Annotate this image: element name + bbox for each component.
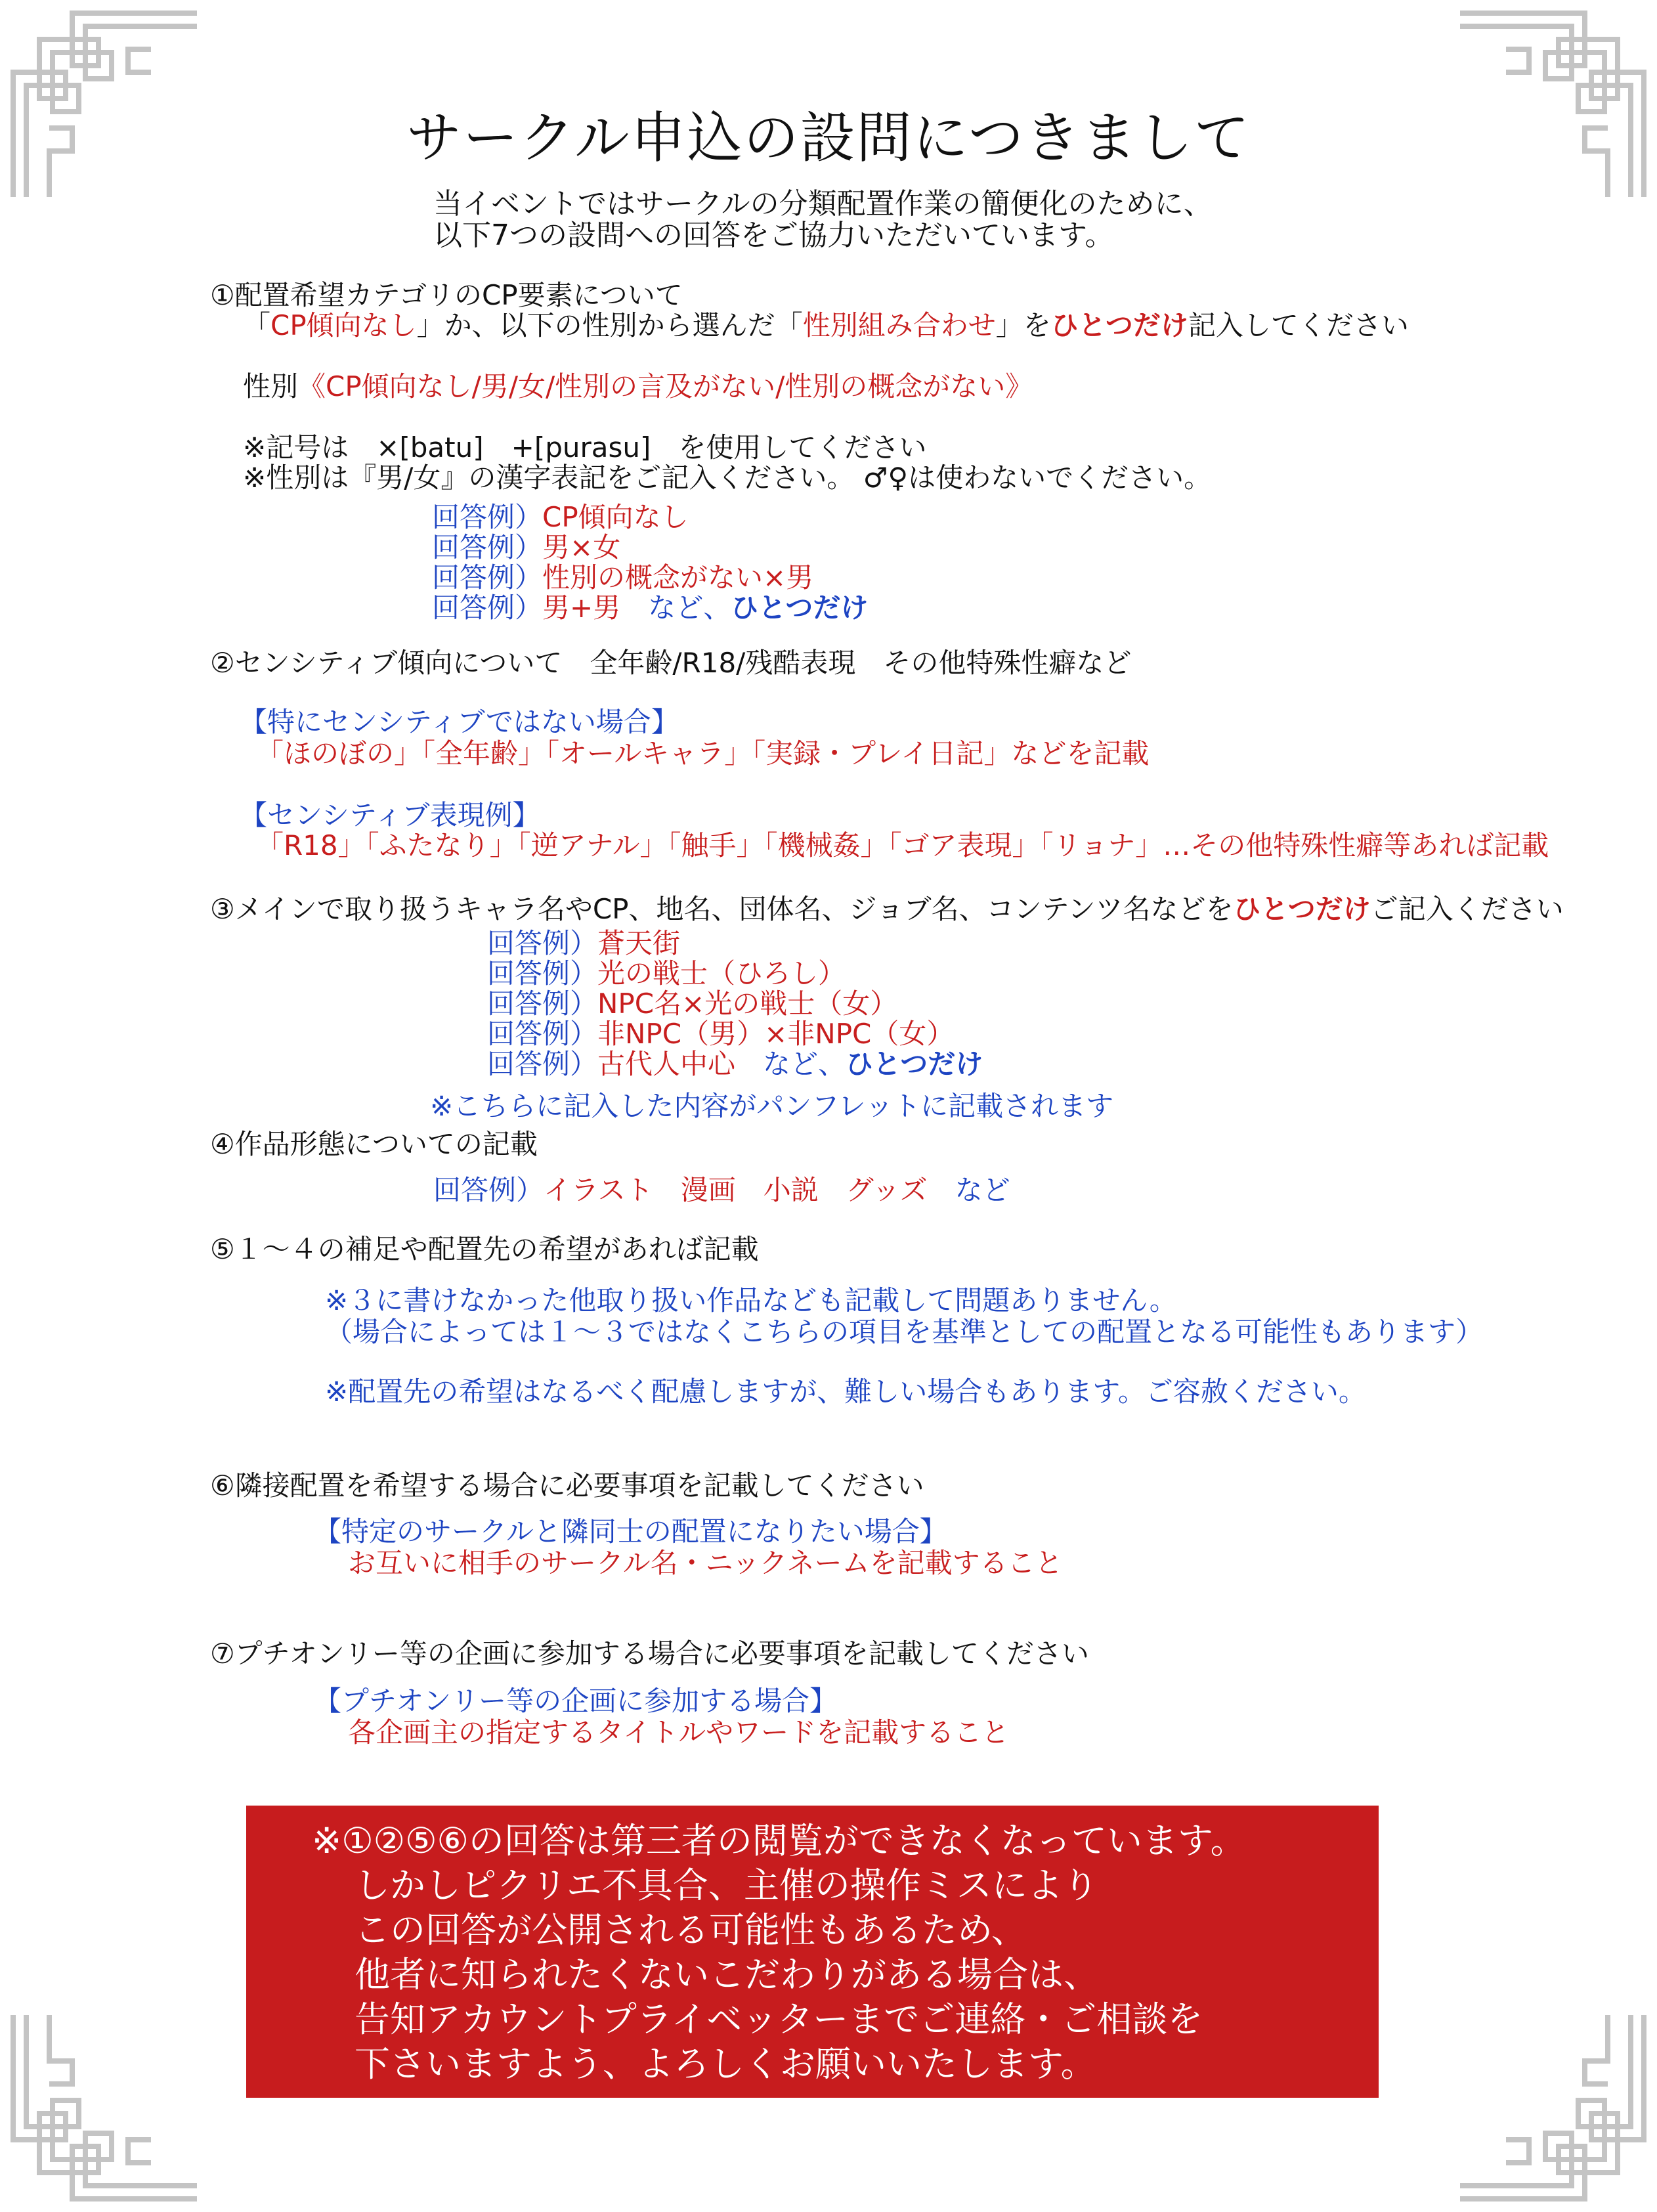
example-value: イラスト 漫画 小説 グッズ [544, 1174, 928, 1206]
example-value: 男+男 [542, 592, 621, 624]
q1-instruction-part: 記入してください [1188, 309, 1409, 341]
example-value: NPC名×光の戦士（女） [597, 987, 898, 1020]
q3-only-one: ひとつだけ [1233, 893, 1371, 925]
example-value: 蒼天街 [597, 927, 681, 959]
q1-gender-label: 性別 [243, 370, 299, 402]
q1-heading: ①配置希望カテゴリのCP要素について [210, 279, 683, 311]
example-value: CP傾向なし [542, 501, 689, 533]
q1-only-one: ひとつだけ [1050, 309, 1188, 341]
q3-example [487, 957, 846, 990]
q5-heading: ⑤１～４の補足や配置先の希望があれば記載 [210, 1233, 759, 1265]
q1-gender-combo: 性別組み合わせ [802, 309, 996, 341]
example-suffix: など、 [620, 592, 731, 624]
example-prefix: 回答例） [432, 531, 543, 563]
q1-instruction [243, 309, 1409, 342]
q7-sub-body: 各企画主の指定するタイトルやワードを記載すること [348, 1716, 1010, 1748]
notice-line: 告知アカウントプライベッターまでご連絡・ご相談を [355, 1999, 1203, 2040]
q1-example [432, 561, 813, 594]
example-prefix: 回答例） [433, 1174, 544, 1206]
q1-example [432, 501, 689, 534]
example-value: 古代人中心 [597, 1048, 736, 1080]
notice-line: しかしピクリエ不具合、主催の操作ミスにより [355, 1865, 1098, 1906]
q1-instruction-part: 「 [243, 309, 271, 341]
q2-sensitive-heading: 【センシティブ表現例】 [240, 799, 540, 831]
example-prefix: 回答例） [487, 987, 598, 1020]
q3-example [487, 1018, 954, 1051]
q1-gender-options: 《CP傾向なし/男/女/性別の言及がない/性別の概念がない》 [298, 370, 1033, 402]
notice-line: ※①②⑤⑥の回答は第三者の閲覧ができなくなっています。 [312, 1820, 1246, 1861]
example-prefix: 回答例） [487, 1018, 598, 1050]
q1-instruction-part: 」か、以下の性別から選んだ「 [416, 309, 803, 341]
q5-note-1: ※３に書けなかった他取り扱い作品なども記載して問題ありません。 [325, 1284, 1177, 1316]
q1-note-kanji: ※性別は『男/女』の漢字表記をご記入ください。 ♂♀は使わないでください。 [243, 462, 1212, 494]
intro-line-1: 当イベントではサークルの分類配置作業の簡便化のために、 [433, 187, 1213, 221]
notice-line: 他者に知られたくないこだわりがある場合は、 [355, 1954, 1099, 1995]
example-prefix: 回答例） [432, 561, 543, 594]
example-prefix: 回答例） [487, 957, 598, 989]
example-prefix: 回答例） [432, 501, 543, 533]
q6-sub-body: お互いに相手のサークル名・ニックネームを記載すること [348, 1547, 1063, 1579]
q4-heading: ④作品形態についての記載 [210, 1128, 538, 1160]
q1-note-symbols: ※記号は ×[batu] +[purasu] を使用してください [243, 431, 927, 464]
q6-sub-heading: 【特定のサークルと隣同士の配置になりたい場合】 [314, 1515, 947, 1548]
example-suffix: など [927, 1174, 1010, 1206]
corner-ornament-bottom-left [0, 2015, 197, 2212]
example-prefix: 回答例） [432, 592, 543, 624]
q5-note-2: （場合によっては１～３ではなくこちらの項目を基準としての配置となる可能性もあります） [325, 1316, 1484, 1348]
q2-heading: ②センシティブ傾向について 全年齢/R18/残酷表現 その他特殊性癖など [210, 647, 1132, 679]
notice-line: 下さいますよう、よろしくお願いいたします。 [355, 2043, 1096, 2085]
q5-note-3: ※配置先の希望はなるべく配慮しますが、難しい場合もあります。ご容赦ください。 [325, 1376, 1366, 1408]
intro-line-2: 以下7つの設問への回答をご協力いただいています。 [433, 219, 1114, 252]
q7-heading: ⑦プチオンリー等の企画に参加する場合に必要事項を記載してください [210, 1637, 1089, 1670]
q1-instruction-part: 」を [995, 309, 1051, 341]
q2-sensitive-body: 「R18」「ふたなり」「逆アナル」「触手」「機械姦」「ゴア表現」「リョナ」…その他特殊性癖等あれば記載 [256, 829, 1549, 861]
q1-cp-none: CP傾向なし [270, 309, 417, 341]
q2-non-sensitive-body: 「ほのぼの」「全年齢」「オールキャラ」「実録・プレイ日記」などを記載 [256, 737, 1150, 770]
q6-heading: ⑥隣接配置を希望する場合に必要事項を記載してください [210, 1469, 924, 1502]
example-suffix: など、 [735, 1048, 846, 1080]
example-prefix: 回答例） [487, 927, 598, 959]
q3-example [487, 987, 897, 1020]
corner-ornament-bottom-right [1460, 2015, 1657, 2212]
example-only-one: ひとつだけ [731, 592, 869, 624]
example-value: 性別の概念がない×男 [542, 561, 814, 594]
example-value: 非NPC（男）×非NPC（女） [597, 1018, 955, 1050]
q3-example [487, 1048, 983, 1081]
q3-heading [210, 893, 1564, 926]
example-value: 光の戦士（ひろし） [597, 957, 846, 989]
q2-non-sensitive-heading: 【特にセンシティブではない場合】 [240, 706, 679, 738]
page-title: サークル申込の設問につきまして [406, 106, 1251, 170]
q7-sub-heading: 【プチオンリー等の企画に参加する場合】 [314, 1685, 838, 1717]
q3-heading-part: ご記入ください [1370, 893, 1564, 925]
q1-example [432, 531, 620, 564]
notice-line: この回答が公開される可能性もあるため、 [355, 1909, 1027, 1951]
q3-heading-part: ③メインで取り扱うキャラ名やCP、地名、団体名、ジョブ名、コンテンツ名などを [210, 893, 1234, 925]
privacy-notice-box [246, 1806, 1379, 2098]
example-prefix: 回答例） [487, 1048, 598, 1080]
q1-gender-line [243, 370, 1033, 403]
q3-example [487, 927, 680, 960]
q1-example [432, 592, 868, 624]
q4-example [433, 1174, 1010, 1207]
example-only-one: ひとつだけ [846, 1048, 983, 1080]
q3-pamphlet-note: ※こちらに記入した内容がパンフレットに記載されます [430, 1090, 1114, 1122]
example-value: 男×女 [542, 531, 621, 563]
